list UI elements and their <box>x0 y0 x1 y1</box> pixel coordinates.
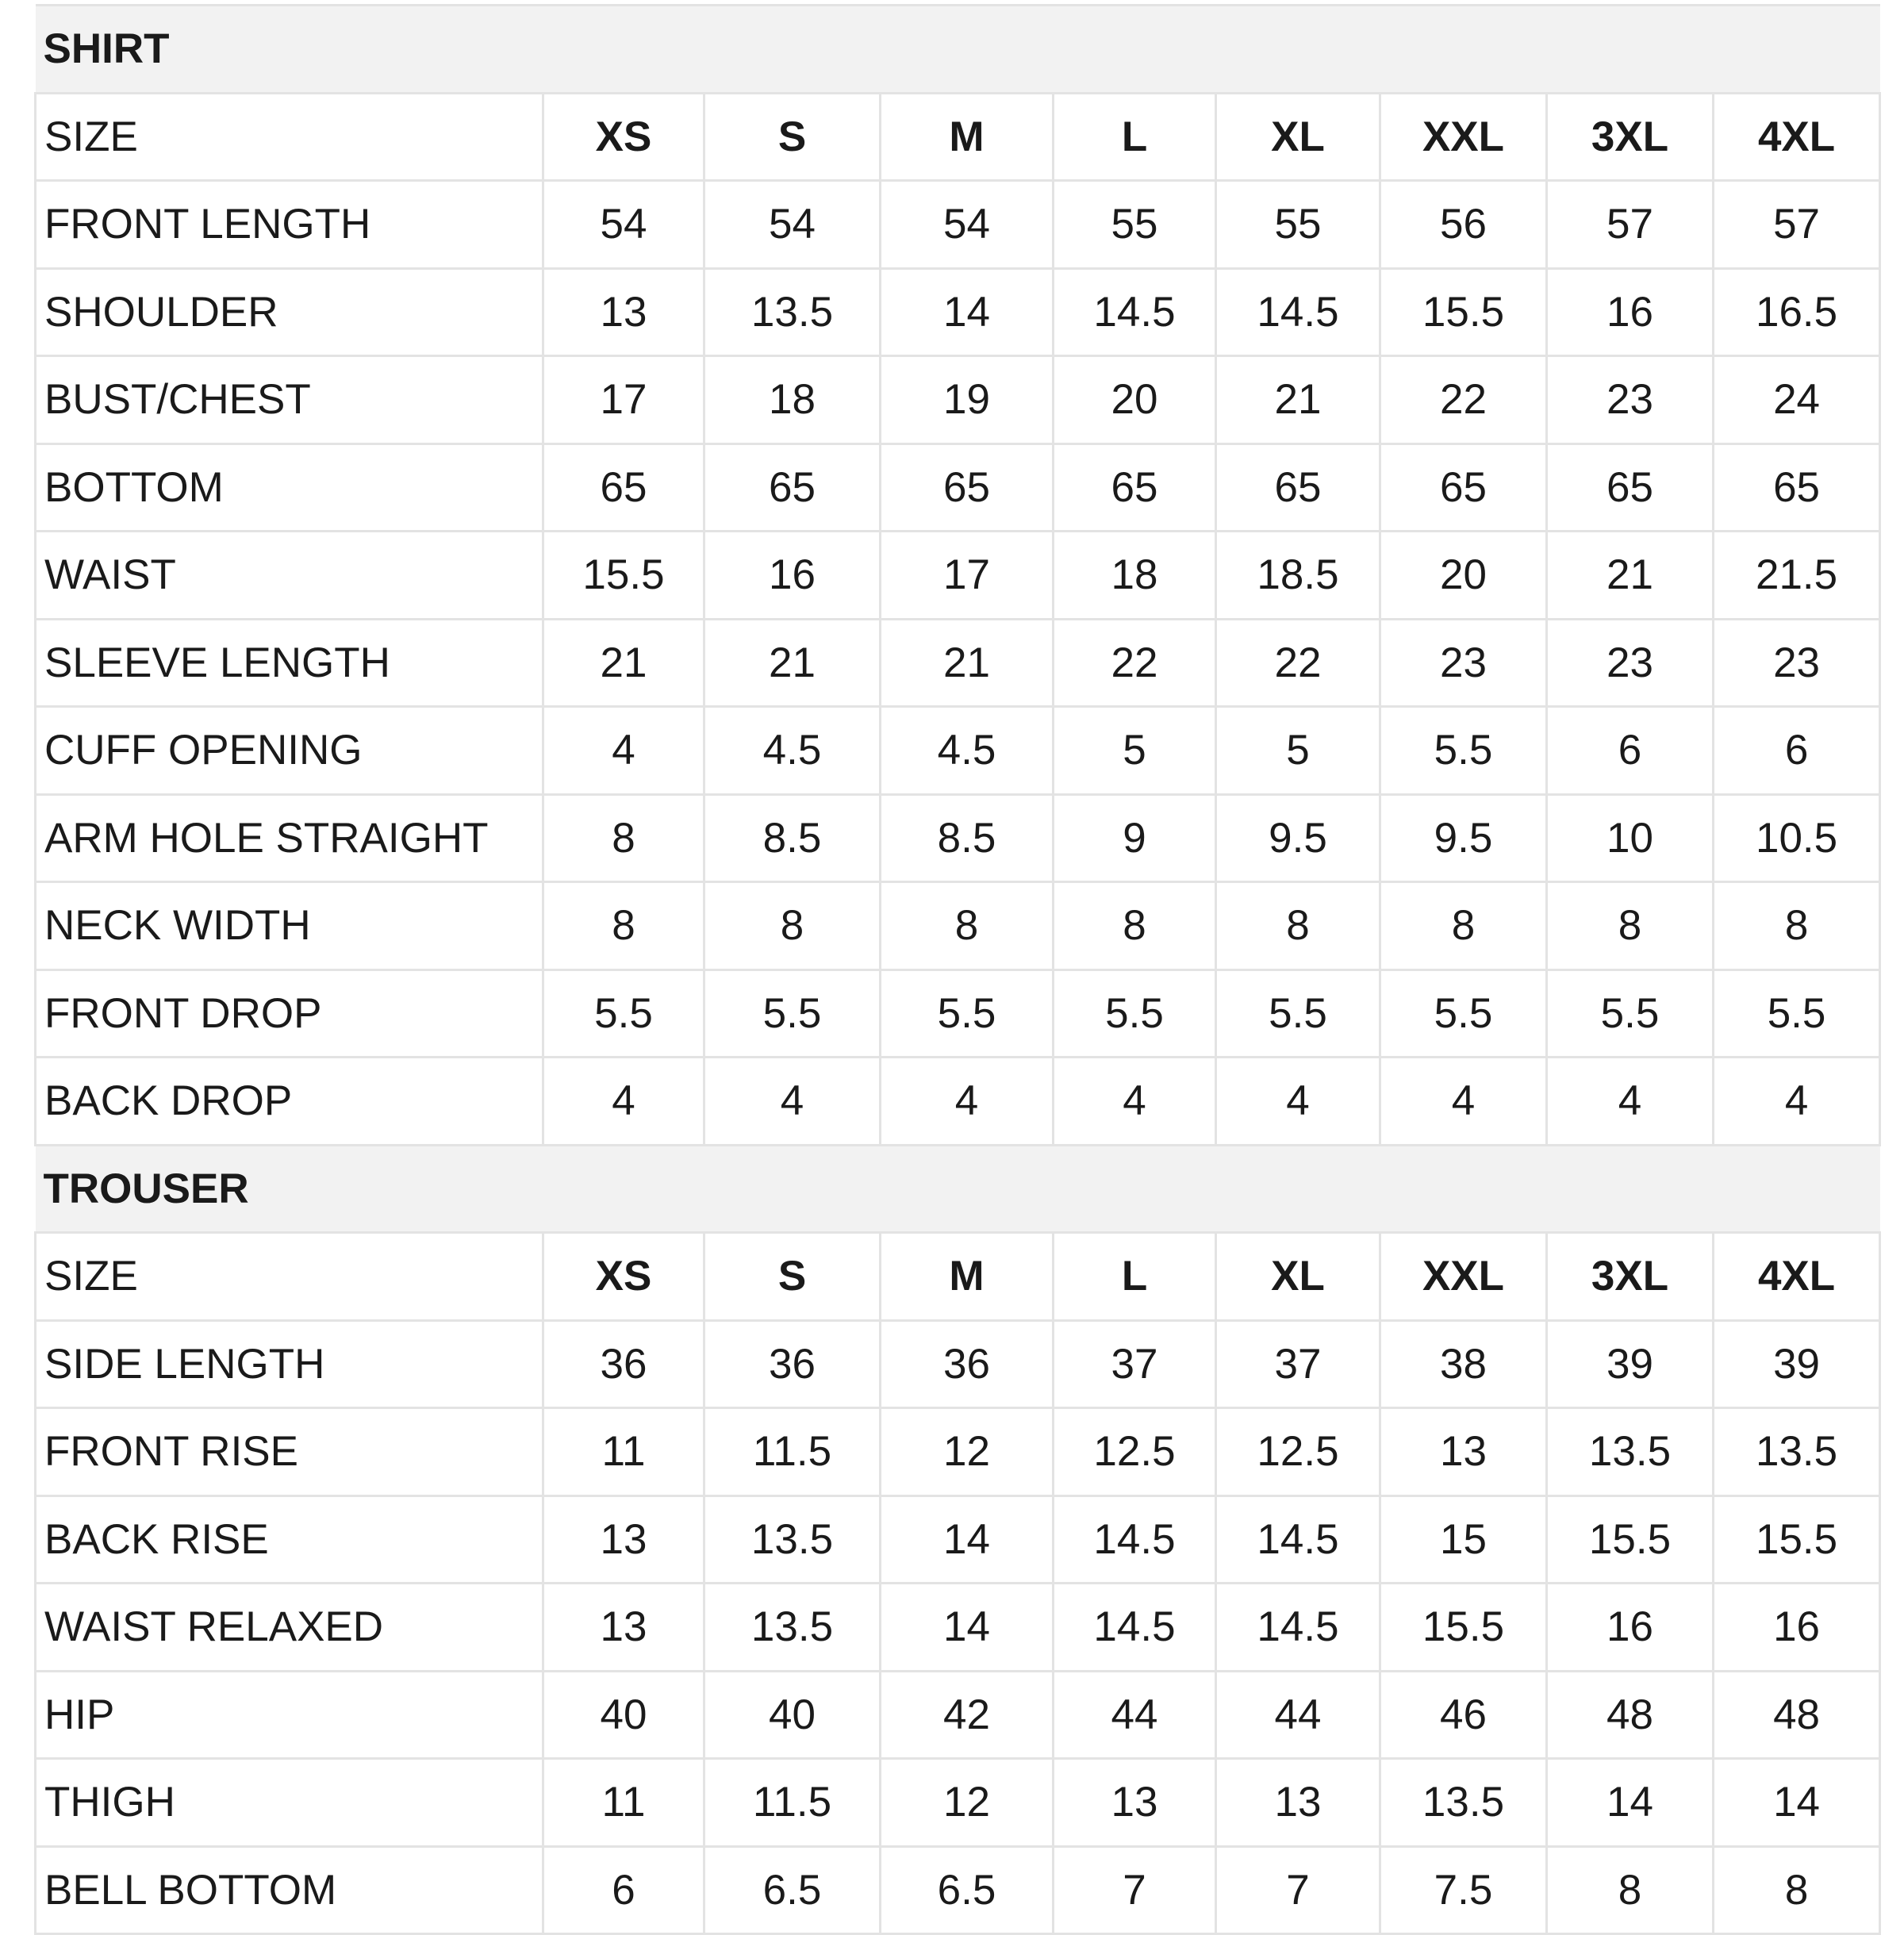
measurement-value: 55 <box>1054 181 1216 269</box>
measurement-row <box>36 1671 1880 1759</box>
measurement-label: ARM HOLE STRAIGHT <box>36 794 543 882</box>
measurement-label: WAIST <box>36 532 543 620</box>
size-header: XL <box>1216 93 1380 181</box>
measurement-value: 12 <box>881 1759 1054 1847</box>
measurement-value: 8 <box>543 794 704 882</box>
measurement-value: 65 <box>1216 443 1380 532</box>
measurement-value: 11 <box>543 1408 704 1496</box>
measurement-value: 10.5 <box>1714 794 1880 882</box>
measurement-label: WAIST RELAXED <box>36 1584 543 1672</box>
measurement-row <box>36 1846 1880 1934</box>
measurement-value: 8.5 <box>704 794 881 882</box>
size-row <box>36 93 1880 181</box>
measurement-value: 65 <box>1714 443 1880 532</box>
measurement-value: 23 <box>1547 356 1714 444</box>
size-header: 3XL <box>1547 1233 1714 1321</box>
measurement-value: 39 <box>1547 1320 1714 1408</box>
size-header: L <box>1054 1233 1216 1321</box>
measurement-row <box>36 443 1880 532</box>
measurement-value: 5 <box>1216 707 1380 795</box>
measurement-value: 21 <box>881 619 1054 707</box>
measurement-row <box>36 181 1880 269</box>
measurement-value: 40 <box>543 1671 704 1759</box>
measurement-row <box>36 882 1880 970</box>
measurement-value: 22 <box>1054 619 1216 707</box>
measurement-value: 11.5 <box>704 1408 881 1496</box>
measurement-value: 10 <box>1547 794 1714 882</box>
measurement-value: 14 <box>1547 1759 1714 1847</box>
measurement-value: 5.5 <box>1714 969 1880 1058</box>
size-header: M <box>881 93 1054 181</box>
size-label: SIZE <box>36 93 543 181</box>
measurement-value: 23 <box>1714 619 1880 707</box>
measurement-value: 5.5 <box>1380 969 1547 1058</box>
size-header: S <box>704 1233 881 1321</box>
measurement-value: 18.5 <box>1216 532 1380 620</box>
measurement-label: THIGH <box>36 1759 543 1847</box>
measurement-value: 13 <box>543 268 704 356</box>
size-header: XL <box>1216 1233 1380 1321</box>
measurement-value: 9.5 <box>1216 794 1380 882</box>
measurement-value: 65 <box>1054 443 1216 532</box>
size-header: 4XL <box>1714 1233 1880 1321</box>
measurement-row <box>36 1408 1880 1496</box>
measurement-value: 13.5 <box>1547 1408 1714 1496</box>
measurement-value: 14 <box>881 268 1054 356</box>
measurement-value: 36 <box>543 1320 704 1408</box>
section-title: TROUSER <box>36 1145 1880 1233</box>
size-header: 3XL <box>1547 93 1714 181</box>
measurement-value: 36 <box>881 1320 1054 1408</box>
measurement-value: 44 <box>1054 1671 1216 1759</box>
measurement-value: 23 <box>1547 619 1714 707</box>
measurement-value: 4 <box>1054 1058 1216 1146</box>
measurement-value: 16 <box>1547 268 1714 356</box>
measurement-value: 4 <box>1216 1058 1380 1146</box>
measurement-value: 11 <box>543 1759 704 1847</box>
measurement-value: 6 <box>1547 707 1714 795</box>
measurement-value: 46 <box>1380 1671 1547 1759</box>
measurement-value: 15.5 <box>543 532 704 620</box>
measurement-label: BELL BOTTOM <box>36 1846 543 1934</box>
measurement-value: 17 <box>881 532 1054 620</box>
measurement-label: CUFF OPENING <box>36 707 543 795</box>
measurement-label: NECK WIDTH <box>36 882 543 970</box>
measurement-value: 8 <box>1547 1846 1714 1934</box>
measurement-value: 8.5 <box>881 794 1054 882</box>
size-label: SIZE <box>36 1233 543 1321</box>
measurement-value: 13.5 <box>1714 1408 1880 1496</box>
measurement-value: 22 <box>1216 619 1380 707</box>
measurement-value: 5.5 <box>543 969 704 1058</box>
size-row <box>36 1233 1880 1321</box>
measurement-value: 4 <box>704 1058 881 1146</box>
measurement-value: 54 <box>704 181 881 269</box>
measurement-value: 8 <box>704 882 881 970</box>
measurement-value: 13.5 <box>704 268 881 356</box>
size-header: XXL <box>1380 93 1547 181</box>
measurement-value: 65 <box>543 443 704 532</box>
measurement-value: 21 <box>543 619 704 707</box>
section-title: SHIRT <box>36 6 1880 94</box>
measurement-row <box>36 1320 1880 1408</box>
measurement-row <box>36 356 1880 444</box>
section-header <box>36 6 1880 94</box>
measurement-value: 8 <box>881 882 1054 970</box>
measurement-value: 8 <box>1380 882 1547 970</box>
measurement-value: 39 <box>1714 1320 1880 1408</box>
size-header: XXL <box>1380 1233 1547 1321</box>
measurement-label: SIDE LENGTH <box>36 1320 543 1408</box>
measurement-row <box>36 707 1880 795</box>
measurement-row <box>36 794 1880 882</box>
measurement-row <box>36 1058 1880 1146</box>
size-header: XS <box>543 93 704 181</box>
measurement-value: 5.5 <box>881 969 1054 1058</box>
measurement-label: SLEEVE LENGTH <box>36 619 543 707</box>
measurement-value: 17 <box>543 356 704 444</box>
measurement-label: SHOULDER <box>36 268 543 356</box>
measurement-value: 4 <box>543 1058 704 1146</box>
measurement-row <box>36 1584 1880 1672</box>
measurement-value: 21 <box>704 619 881 707</box>
measurement-value: 8 <box>1547 882 1714 970</box>
measurement-value: 5.5 <box>1054 969 1216 1058</box>
measurement-value: 7 <box>1216 1846 1380 1934</box>
measurement-value: 15.5 <box>1380 268 1547 356</box>
measurement-value: 65 <box>704 443 881 532</box>
measurement-value: 13 <box>1380 1408 1547 1496</box>
measurement-value: 15.5 <box>1547 1495 1714 1584</box>
size-chart-table <box>34 4 1881 1935</box>
measurement-row <box>36 969 1880 1058</box>
measurement-value: 4 <box>1380 1058 1547 1146</box>
measurement-value: 54 <box>881 181 1054 269</box>
measurement-value: 16.5 <box>1714 268 1880 356</box>
measurement-value: 57 <box>1714 181 1880 269</box>
measurement-value: 40 <box>704 1671 881 1759</box>
measurement-value: 4 <box>881 1058 1054 1146</box>
measurement-value: 14.5 <box>1216 1584 1380 1672</box>
measurement-value: 4.5 <box>704 707 881 795</box>
size-header: XS <box>543 1233 704 1321</box>
measurement-row <box>36 1495 1880 1584</box>
measurement-value: 44 <box>1216 1671 1380 1759</box>
measurement-value: 12.5 <box>1216 1408 1380 1496</box>
measurement-value: 38 <box>1380 1320 1547 1408</box>
measurement-value: 14 <box>881 1495 1054 1584</box>
measurement-value: 16 <box>1547 1584 1714 1672</box>
measurement-value: 8 <box>1714 882 1880 970</box>
measurement-value: 21 <box>1547 532 1714 620</box>
measurement-value: 14.5 <box>1054 1584 1216 1672</box>
measurement-value: 19 <box>881 356 1054 444</box>
measurement-value: 7 <box>1054 1846 1216 1934</box>
measurement-value: 4 <box>543 707 704 795</box>
measurement-row <box>36 532 1880 620</box>
measurement-value: 5 <box>1054 707 1216 795</box>
measurement-value: 11.5 <box>704 1759 881 1847</box>
measurement-value: 15.5 <box>1714 1495 1880 1584</box>
measurement-row <box>36 1759 1880 1847</box>
measurement-value: 13.5 <box>1380 1759 1547 1847</box>
measurement-value: 6.5 <box>704 1846 881 1934</box>
measurement-value: 5.5 <box>1216 969 1380 1058</box>
measurement-row <box>36 268 1880 356</box>
measurement-value: 9 <box>1054 794 1216 882</box>
measurement-value: 4 <box>1714 1058 1880 1146</box>
measurement-value: 23 <box>1380 619 1547 707</box>
measurement-value: 6 <box>543 1846 704 1934</box>
measurement-row <box>36 619 1880 707</box>
measurement-label: FRONT LENGTH <box>36 181 543 269</box>
measurement-value: 20 <box>1380 532 1547 620</box>
size-header: S <box>704 93 881 181</box>
measurement-value: 13 <box>543 1495 704 1584</box>
measurement-value: 22 <box>1380 356 1547 444</box>
measurement-value: 65 <box>881 443 1054 532</box>
measurement-value: 14.5 <box>1216 1495 1380 1584</box>
measurement-label: FRONT DROP <box>36 969 543 1058</box>
measurement-value: 14 <box>1714 1759 1880 1847</box>
measurement-value: 13 <box>543 1584 704 1672</box>
measurement-value: 4.5 <box>881 707 1054 795</box>
section-header <box>36 1145 1880 1233</box>
measurement-value: 6.5 <box>881 1846 1054 1934</box>
measurement-label: BACK RISE <box>36 1495 543 1584</box>
measurement-value: 36 <box>704 1320 881 1408</box>
measurement-value: 55 <box>1216 181 1380 269</box>
size-header: 4XL <box>1714 93 1880 181</box>
measurement-value: 65 <box>1380 443 1547 532</box>
measurement-value: 21 <box>1216 356 1380 444</box>
size-header: M <box>881 1233 1054 1321</box>
measurement-value: 14 <box>881 1584 1054 1672</box>
measurement-label: HIP <box>36 1671 543 1759</box>
measurement-value: 18 <box>704 356 881 444</box>
measurement-value: 37 <box>1216 1320 1380 1408</box>
measurement-label: FRONT RISE <box>36 1408 543 1496</box>
measurement-value: 14.5 <box>1216 268 1380 356</box>
size-chart-body <box>36 6 1880 1934</box>
measurement-value: 12.5 <box>1054 1408 1216 1496</box>
measurement-value: 37 <box>1054 1320 1216 1408</box>
measurement-value: 9.5 <box>1380 794 1547 882</box>
measurement-value: 42 <box>881 1671 1054 1759</box>
measurement-value: 24 <box>1714 356 1880 444</box>
measurement-value: 16 <box>704 532 881 620</box>
measurement-label: BOTTOM <box>36 443 543 532</box>
measurement-value: 14.5 <box>1054 268 1216 356</box>
measurement-value: 15.5 <box>1380 1584 1547 1672</box>
measurement-value: 13.5 <box>704 1495 881 1584</box>
measurement-value: 5.5 <box>704 969 881 1058</box>
measurement-value: 5.5 <box>1547 969 1714 1058</box>
measurement-value: 65 <box>1547 443 1714 532</box>
measurement-value: 13 <box>1054 1759 1216 1847</box>
measurement-value: 13.5 <box>704 1584 881 1672</box>
measurement-label: BUST/CHEST <box>36 356 543 444</box>
measurement-value: 8 <box>543 882 704 970</box>
measurement-value: 18 <box>1054 532 1216 620</box>
measurement-value: 8 <box>1054 882 1216 970</box>
measurement-value: 21.5 <box>1714 532 1880 620</box>
measurement-value: 54 <box>543 181 704 269</box>
measurement-value: 56 <box>1380 181 1547 269</box>
measurement-value: 8 <box>1714 1846 1880 1934</box>
measurement-value: 20 <box>1054 356 1216 444</box>
measurement-value: 14.5 <box>1054 1495 1216 1584</box>
measurement-value: 57 <box>1547 181 1714 269</box>
measurement-value: 48 <box>1547 1671 1714 1759</box>
measurement-value: 12 <box>881 1408 1054 1496</box>
measurement-value: 4 <box>1547 1058 1714 1146</box>
measurement-value: 13 <box>1216 1759 1380 1847</box>
measurement-value: 15 <box>1380 1495 1547 1584</box>
measurement-value: 6 <box>1714 707 1880 795</box>
measurement-value: 5.5 <box>1380 707 1547 795</box>
measurement-label: BACK DROP <box>36 1058 543 1146</box>
measurement-value: 7.5 <box>1380 1846 1547 1934</box>
measurement-value: 8 <box>1216 882 1380 970</box>
measurement-value: 48 <box>1714 1671 1880 1759</box>
size-header: L <box>1054 93 1216 181</box>
measurement-value: 16 <box>1714 1584 1880 1672</box>
